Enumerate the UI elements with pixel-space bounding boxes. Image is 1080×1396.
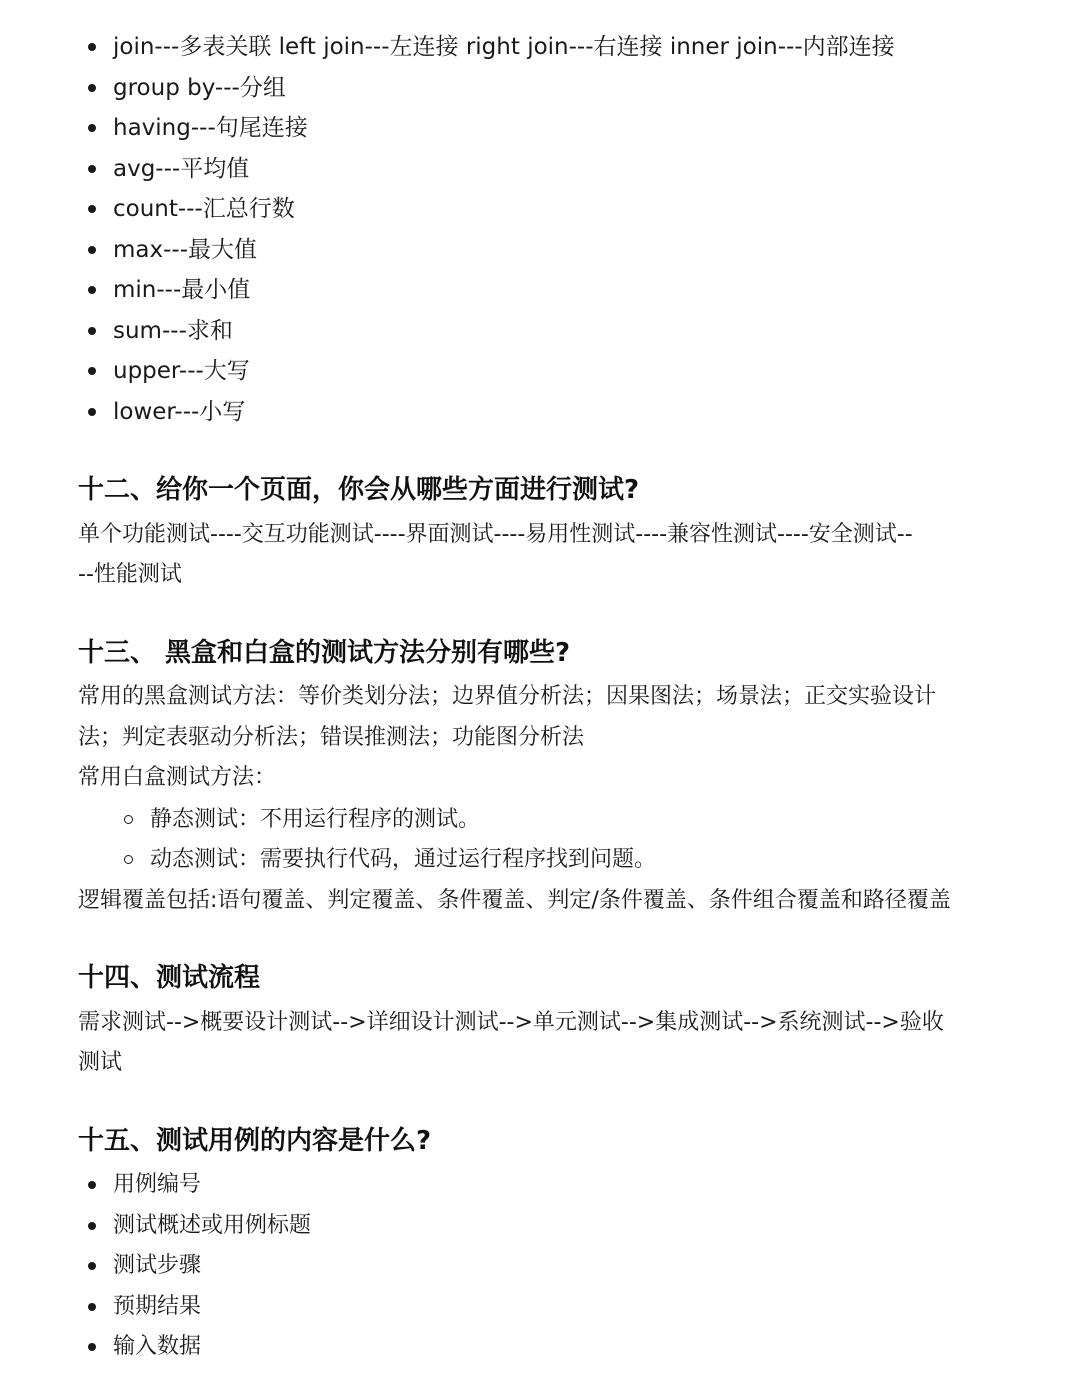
bullet-icon: [88, 367, 96, 375]
list-item-text: 输入数据: [113, 1334, 202, 1359]
list-item-text: min---最小值: [113, 277, 251, 303]
list-item-text: group by---分组: [113, 75, 286, 101]
whitebox-intro: 常用白盒测试方法：: [78, 765, 277, 790]
list-item-text: 用例编号: [113, 1172, 202, 1197]
list-item-text: join---多表关联 left join---左连接 right join---右连接 inner join---内部连接: [113, 34, 895, 60]
test-process-text: 需求测试-->概要设计测试-->详细设计测试-->单元测试-->集成测试-->系统测试-->验收: [78, 1010, 944, 1035]
bullet-icon: [88, 1303, 96, 1311]
bullet-icon: [88, 84, 96, 92]
section-14-heading: 十四、测试流程: [78, 963, 261, 993]
section-12-text: --性能测试: [78, 562, 182, 587]
bullet-icon: [88, 165, 96, 173]
list-item-text: count---汇总行数: [113, 196, 295, 222]
bullet-icon: [88, 1222, 96, 1230]
section-13-heading: 十三、 黑盒和白盒的测试方法分别有哪些?: [78, 638, 571, 668]
list-item-text: 测试步骤: [113, 1253, 202, 1278]
bullet-icon: [88, 327, 96, 335]
bullet-icon: [88, 124, 96, 132]
section-12-heading: 十二、给你一个页面，你会从哪些方面进行测试?: [78, 475, 640, 505]
section-15-heading: 十五、测试用例的内容是什么?: [78, 1126, 432, 1156]
logic-coverage-text: 逻辑覆盖包括:语句覆盖、判定覆盖、条件覆盖、判定/条件覆盖、条件组合覆盖和路径覆盖: [78, 888, 951, 913]
blackbox-methods-text: 法；判定表驱动分析法；错误推测法；功能图分析法: [78, 725, 585, 750]
list-item-text: max---最大值: [113, 237, 258, 263]
test-process-text: 测试: [78, 1050, 123, 1075]
list-item-text: sum---求和: [113, 318, 233, 344]
list-item-text: lower---小写: [113, 399, 246, 425]
list-item-text: avg---平均值: [113, 156, 250, 182]
list-item-text: 测试概述或用例标题: [113, 1213, 312, 1238]
bullet-icon: [88, 1181, 96, 1189]
bullet-icon: [88, 246, 96, 254]
bullet-icon: [88, 43, 96, 51]
hollow-bullet-icon: [124, 815, 133, 824]
bullet-icon: [88, 286, 96, 294]
list-item-text: upper---大写: [113, 358, 250, 384]
bullet-icon: [88, 1262, 96, 1270]
section-12-text: 单个功能测试----交互功能测试----界面测试----易用性测试----兼容性测试----安全测试--: [78, 522, 913, 547]
list-item-text: 动态测试：需要执行代码，通过运行程序找到问题。: [150, 847, 657, 872]
bullet-icon: [88, 1343, 96, 1351]
hollow-bullet-icon: [124, 855, 133, 864]
list-item-text: 静态测试：不用运行程序的测试。: [150, 807, 481, 832]
bullet-icon: [88, 408, 96, 416]
bullet-icon: [88, 205, 96, 213]
list-item-text: 预期结果: [113, 1294, 202, 1319]
blackbox-methods-text: 常用的黑盒测试方法：等价类划分法；边界值分析法；因果图法；场景法；正交实验设计: [78, 684, 937, 709]
list-item-text: having---句尾连接: [113, 115, 308, 141]
